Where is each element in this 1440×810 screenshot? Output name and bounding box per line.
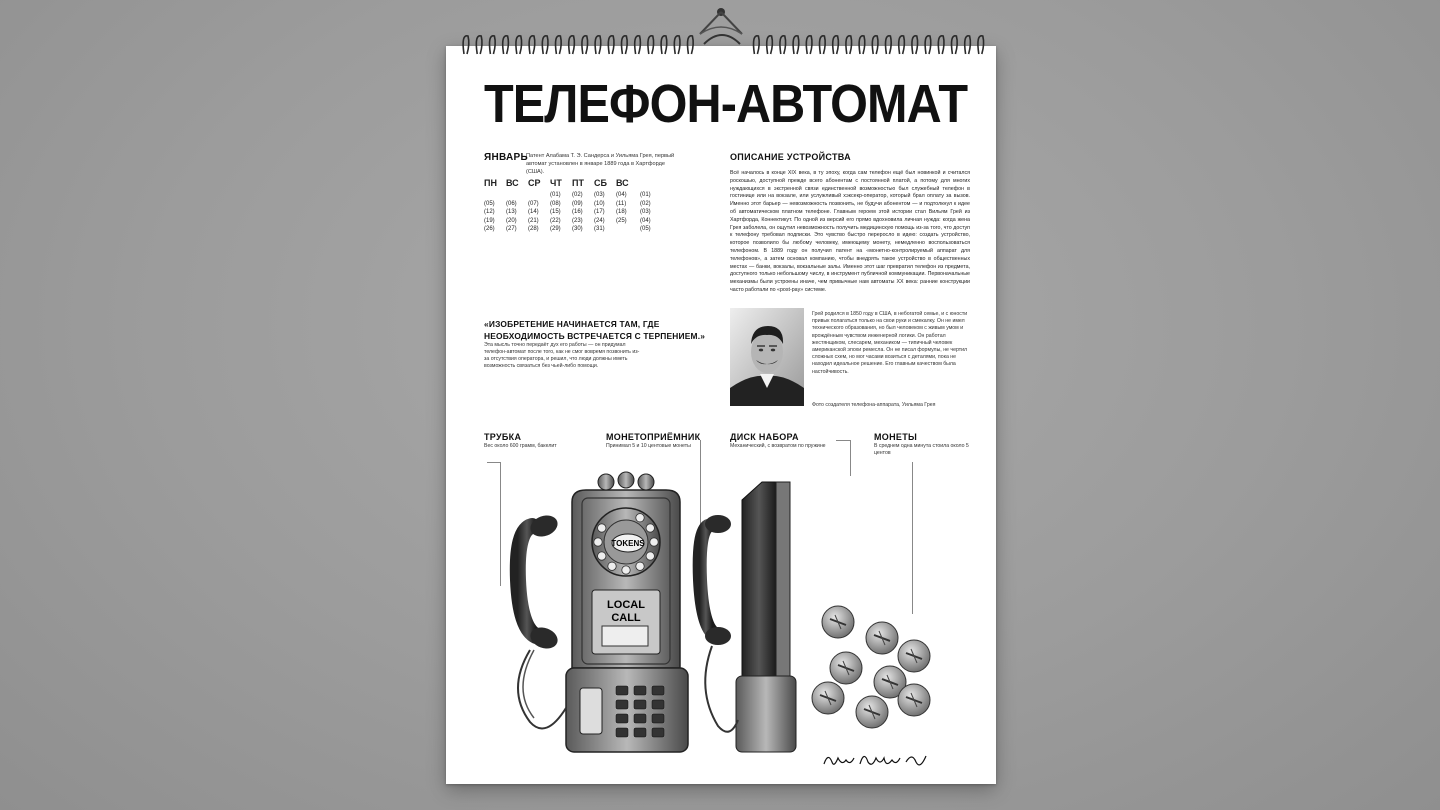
calendar-day: (18) [616,209,627,216]
weekday-label: ПТ [572,178,584,188]
dial-hole [598,524,606,532]
coin [898,684,930,716]
part-title-coins: МОНЕТЫ [874,432,918,442]
weekday-label: ЧТ [550,178,562,188]
spiral-ring [463,36,469,54]
part-title-handset: ТРУБКА [484,432,522,442]
calendar-day: (01) [550,192,561,198]
spiral-ring [556,36,562,54]
part-title-dial: ДИСК НАБОРА [730,432,799,442]
calendar-day: (11) [616,200,627,207]
calendar-day: (02) [572,192,583,198]
dial-hole [598,552,606,560]
spiral-ring [516,36,522,54]
spiral-ring [490,36,496,54]
spiral-ring [595,36,601,54]
spiral-ring [476,36,482,54]
calendar-day: (14) [528,209,539,216]
calendar-day: (07) [528,200,539,207]
calendar-day: (21) [528,217,539,224]
coin [898,640,930,672]
dial-hole [650,538,658,546]
calendar-day: (30) [572,226,583,233]
spiral-ring [952,36,958,54]
calendar-day: (08) [550,200,561,207]
part-note-coin-slot: Принимал 5 и 10 центовые монеты [606,443,691,449]
calendar-day: (04) [640,217,651,224]
coins [812,606,930,728]
weekday-label: ВС [506,178,519,188]
part-note-handset: Вес около 600 грамм, бакелит [484,443,557,449]
panel-line-2: CALL [611,612,641,624]
spiral-ring [767,36,773,54]
part-title-coin-slot: МОНЕТОПРИЁМНИК [606,432,701,442]
description-text: Всё началось в конце XIX века, в ту эпоху, когда сам телефон ещё был новинкой и считался роскошью, доступной прежде всего абонентам с постоянной платой, а потому для многих нуждающихся в экстренной связи единственной возможностью был служебный телефон в гостинице или на вокзале, или услужливый хэксекр-оператор, который брал оплату за вызов. Именно этот барьер — невозможность позвонить, не будучи абонентом — и подтолкнул к идее об автоматическом платном телефоне. Главным героем этой истории стал Вильям Грей из Хартфорда, Коннектикут. По одной из версий его прямо вдохновила личная нужда: когда жена Грея заболела, он ощутил невозможность получить медицинскую помощь из-за того, что доступ к телефону требовал подписки. Это чувство быстро переросло в идею: создать устройство, которое позволило бы любому человеку, имеющему монету, немедленно воспользоваться телефоном. В 1889 году он получил патент на «монетно-контролируемый аппарат для телефонов», а затем основал компанию, чтобы внедрять такое устройство в общественных местах — банки, вокзалы, вокзальные залы. Именно этот шаг превратил телефон из предмета, доступного только небольшому числу, в инструмент публичной коммуникации. Первоначальные механизмы были устроены иначе, чем привычные нам автоматы XX века: ранние конструкции часто работали по «post-pay» системе. [730,170,970,293]
spiral-binding [446,30,996,60]
spiral-ring [978,36,984,54]
weekday-label: СБ [594,178,607,188]
keypad-key [634,728,646,737]
spiral-ring [872,36,878,54]
page-title: ТЕЛЕФОН-АВТОМАТ [484,74,968,134]
hanger-loop [704,35,740,44]
weekday-label: ВС [616,178,629,188]
calendar-day: (02) [640,200,651,207]
spiral-ring [859,36,865,54]
leader-tick-dial [836,440,850,441]
spiral-ring [503,36,509,54]
part-note-coins: В среднем одна минута стоила около 5 центов [874,443,969,456]
dial-hole [622,566,630,574]
quote-heading: «ИЗОБРЕТЕНИЕ НАЧИНАЕТСЯ ТАМ, ГДЕ НЕОБХОДИМОСТЬ ВСТРЕЧАЕТСЯ С ТЕРПЕНИЕМ.» [484,319,706,341]
coin [856,696,888,728]
spiral-ring [793,36,799,54]
payphone-illustration [446,460,996,760]
panel-line-1: LOCAL [607,599,645,611]
tokens-label: TOKENS [611,539,645,548]
spiral-ring [780,36,786,54]
calendar-day: (01) [640,192,651,198]
payphone-front [518,472,688,752]
calendar-day: (28) [528,226,539,233]
spiral-ring [846,36,852,54]
spiral-ring [938,36,944,54]
calendar-day: (16) [572,209,583,216]
dial-hole [646,552,654,560]
spiral-ring [965,36,971,54]
spiral-ring [635,36,641,54]
calendar-day: (31) [594,226,605,233]
calendar-day: (25) [616,217,627,224]
spiral-ring [754,36,760,54]
calendar-day: (20) [506,217,517,224]
calendar-day: (09) [572,200,583,207]
calendar-day: (13) [506,209,517,216]
spiral-ring [925,36,931,54]
coin [866,622,898,654]
dial-hole [646,524,654,532]
inventor-portrait [730,308,804,406]
inventor-signature [820,748,930,772]
spiral-ring [608,36,614,54]
calendar-day: (12) [484,209,495,216]
spiral-ring [674,36,680,54]
portrait-caption: Фото создателя телефона-аппарата, Уильяма Грея [812,402,936,408]
calendar-day: (10) [594,200,605,207]
keypad-key [634,700,646,709]
spiral-ring [912,36,918,54]
keypad-key [634,686,646,695]
calendar-day: (05) [484,200,495,207]
spiral-ring [806,36,812,54]
calendar-day: (03) [594,192,605,198]
dial-hole [636,562,644,570]
spiral-ring [622,36,628,54]
keypad-key [616,686,628,695]
quote-text: Эта мысль точно передаёт дух его работы — он придумал телефон-автомат после того, как не смог вовремя позвонить из-за отсутствия оператора, и решил, что люди должны иметь возможность связаться без чьей-либо помощи. [484,342,640,369]
spiral-ring [688,36,694,54]
dial-hole [608,562,616,570]
calendar-day: (05) [640,226,651,233]
weekday-label: ПН [484,178,497,188]
spiral-ring [648,36,654,54]
spiral-ring [661,36,667,54]
calendar-day: (23) [572,217,583,224]
spiral-ring [582,36,588,54]
spiral-ring [820,36,826,54]
spiral-ring [833,36,839,54]
spiral-ring [886,36,892,54]
coin [822,606,854,638]
inventor-bio: Грей родился в 1850 году в США, в небогатой семье, и с юности привык полагаться только на свои руки и смекалку. Он не имел технического образования, но был человеком с живым умом и врождённым чувством инженерной логики. Он работал жестянщиком, слесарем, механиком — типичный человек американской эпохи ремесла. Он не писал формулы, не чертил сложных схем, но мог часами возиться с деталями, пока не находил идеальное решение. Его главным качеством была настойчивость. [812,311,968,375]
calendar-day: (04) [616,192,627,198]
weekday-label: СР [528,178,541,188]
dial-hole [636,514,644,522]
calendar-day: (22) [550,217,561,224]
calendar-day: (15) [550,209,561,216]
month-name: ЯНВАРЬ [484,152,529,163]
part-note-dial: Механический, с возвратом по пружине [730,443,826,449]
keypad-key [652,714,664,723]
spiral-ring [529,36,535,54]
month-note: Патент Алабама Т. Э. Сандерса и Уильяма Грея, первый автомат установлен в январе 1889 года в Хартфорде (США). [526,153,675,175]
keypad-key [616,700,628,709]
calendar-day: (24) [594,217,605,224]
keypad-key [652,728,664,737]
calendar-day: (26) [484,226,495,233]
keypad-key [652,686,664,695]
keypad-key [634,714,646,723]
spiral-ring [569,36,575,54]
calendar-day: (19) [484,217,495,224]
calendar-day: (06) [506,200,517,207]
calendar-day: (03) [640,209,651,216]
spiral-ring [542,36,548,54]
spiral-ring [899,36,905,54]
description-heading: ОПИСАНИЕ УСТРОЙСТВА [730,152,851,162]
coin [830,652,862,684]
keypad-key [616,728,628,737]
payphone-side [700,482,796,752]
coin [812,682,844,714]
calendar-day: (27) [506,226,517,233]
calendar-day: (17) [594,209,605,216]
keypad-key [616,714,628,723]
keypad-key [652,700,664,709]
calendar-day: (29) [550,226,561,233]
dial-hole [594,538,602,546]
